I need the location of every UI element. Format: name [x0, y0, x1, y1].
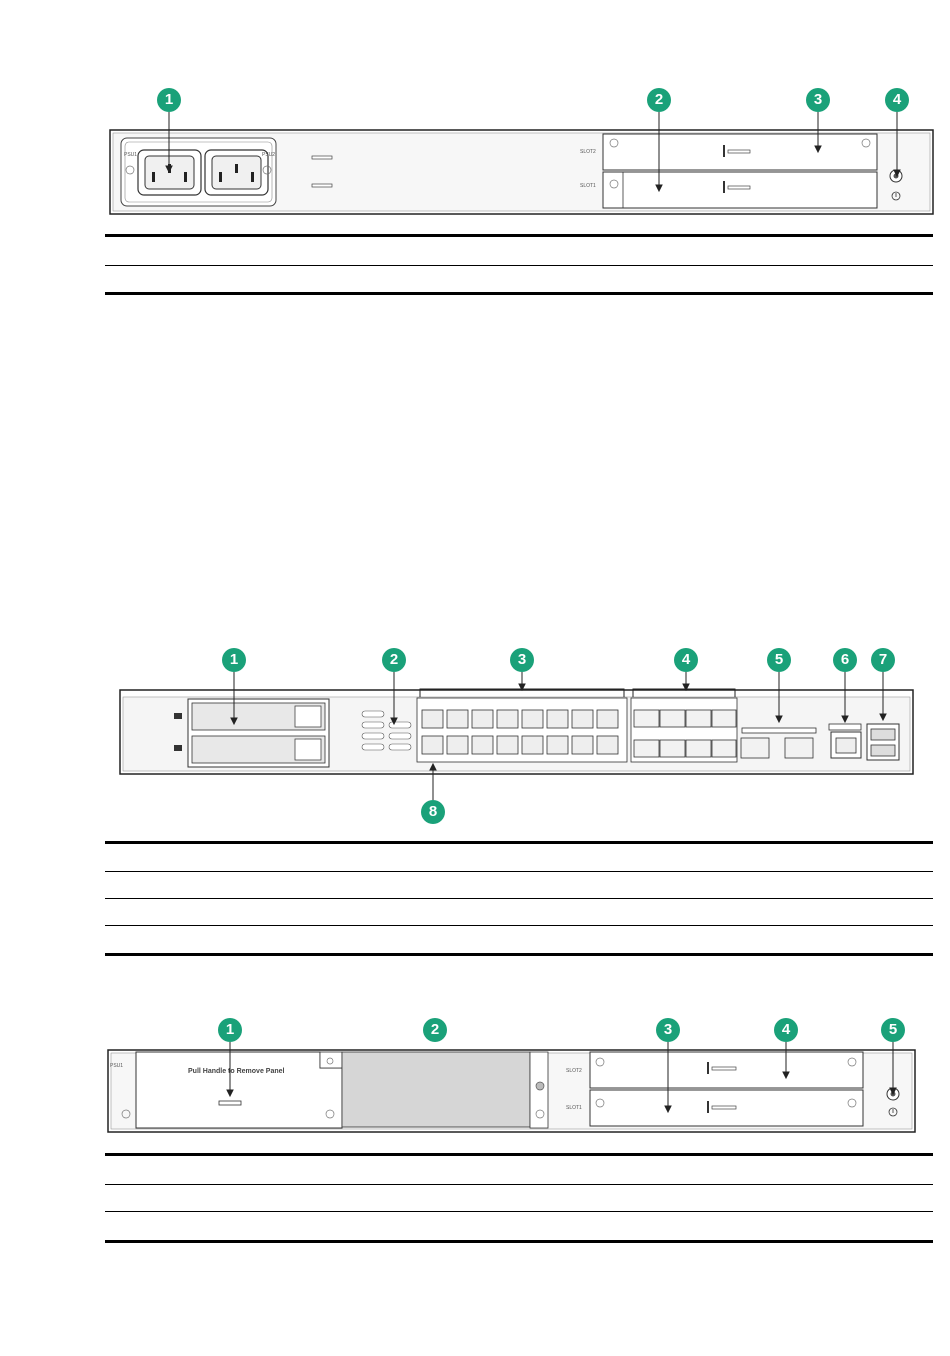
figure2-callout-4: 4 [674, 648, 698, 672]
figure2-callout-6: 6 [833, 648, 857, 672]
figure1-callout-1: 1 [157, 88, 181, 112]
figure2-callout-8: 8 [421, 800, 445, 824]
psu1-label-fig3: PSU1 [110, 1063, 124, 1069]
figure2-callout-3: 3 [510, 648, 534, 672]
slot2-label: SLOT2 [580, 149, 596, 155]
expansion-slot-1-fig3 [590, 1090, 863, 1126]
psu1-label: PSU1 [124, 152, 138, 158]
table3-divider-2 [105, 1211, 933, 1212]
slot1-label-fig3: SLOT1 [566, 1105, 582, 1111]
slot2-label-fig3: SLOT2 [566, 1068, 582, 1074]
figure3-callout-3: 3 [656, 1018, 680, 1042]
gray-filler-panel [342, 1052, 530, 1127]
table3-divider-1 [105, 1184, 933, 1185]
pull-handle-label: Pull Handle to Remove Panel [188, 1068, 285, 1075]
figure1-callout-3: 3 [806, 88, 830, 112]
figure2-callout-5: 5 [767, 648, 791, 672]
figure2-callout-1: 1 [222, 648, 246, 672]
slot1-label: SLOT1 [580, 183, 596, 189]
figure1-callout-4: 4 [885, 88, 909, 112]
figure3-callout-2: 2 [423, 1018, 447, 1042]
expansion-slot-2-fig3 [590, 1052, 863, 1088]
psu2-label: PSU2 [262, 152, 276, 158]
figure1-callout-2: 2 [647, 88, 671, 112]
table3-bottom-rule [105, 1240, 933, 1243]
figure3-callout-1: 1 [218, 1018, 242, 1042]
figure2-callout-7: 7 [871, 648, 895, 672]
table3-top-rule [105, 1153, 933, 1156]
figure3-callout-5: 5 [881, 1018, 905, 1042]
figure3-callout-4: 4 [774, 1018, 798, 1042]
figure2-callout-2: 2 [382, 648, 406, 672]
